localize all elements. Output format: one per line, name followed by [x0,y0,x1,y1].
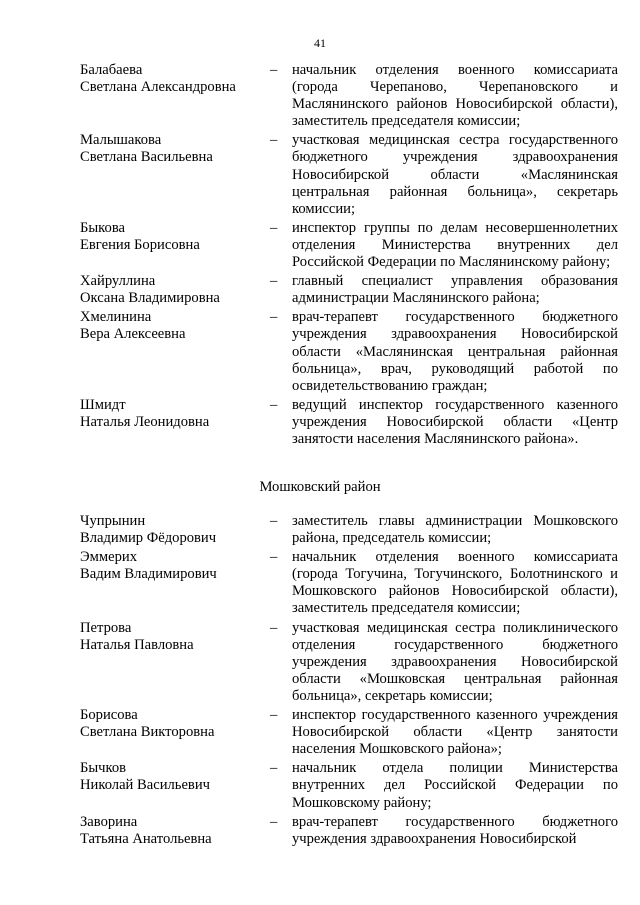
member-given-names: Николай Васильевич [80,777,210,794]
member-role: врач-терапевт государственного бюджетного учреждения здравоохранения Новосибирской [292,813,618,847]
member-surname: Шмидт [80,396,126,413]
dash-separator: – [270,62,278,78]
dash-separator: – [270,513,278,529]
member-surname: Бычков [80,760,127,777]
member-entry [80,273,620,307]
member-given-names: Светлана Викторовна [80,724,215,741]
member-given-names: Татьяна Анатольевна [80,830,212,847]
member-given-names: Наталья Павловна [80,636,194,653]
member-entry [80,309,620,394]
member-entry [80,397,620,448]
member-surname: Петрова [80,619,132,636]
member-role: инспектор государственного казенного учреждения Новосибирской области «Центр занятости населения Мошковского района»; [292,707,618,758]
member-role: заместитель главы администрации Мошковского района, председатель комиссии; [292,513,618,547]
member-entry [80,707,620,758]
member-entry [80,513,620,547]
dash-separator: – [270,219,278,236]
member-name [80,513,270,547]
member-entry [80,814,620,848]
member-entry [80,760,620,811]
member-name [80,620,270,705]
member-given-names: Оксана Владимировна [80,290,220,307]
member-entry [80,220,620,271]
members-list-maslyanino [80,62,620,450]
member-name [80,549,270,617]
member-given-names: Владимир Фёдорович [80,530,217,547]
member-role: начальник отделения военного комиссариата (города Тогучина, Тогучинского, Болотнинского и Мошковского районов Новосибирской области), заместитель председателя комиссии; [292,549,618,617]
member-name [80,309,270,394]
member-name [80,760,270,811]
member-name [80,814,270,848]
dash-separator: – [270,273,278,290]
member-given-names: Вадим Владимирович [80,566,217,583]
member-role: инспектор группы по делам несовершеннолетних отделения Министерства внутренних дел Российской Федерации по Маслянинскому району; [292,219,618,271]
member-entry [80,620,620,705]
member-name [80,132,270,217]
dash-separator: – [270,813,278,830]
dash-separator: – [270,549,278,566]
dash-separator: – [270,396,278,413]
member-role: ведущий инспектор государственного казенного учреждения Новосибирской области «Центр занятости населения Маслянинского района». [292,396,618,447]
member-surname: Хайруллина [80,273,156,290]
dash-separator: – [270,619,278,636]
member-name [80,397,270,448]
member-role: главный специалист управления образования администрации Маслянинского района; [292,273,618,307]
member-surname: Эммерих [80,549,137,566]
dash-separator: – [270,760,278,777]
member-role: начальник отдела полиции Министерства внутренних дел Российской Федерации по Мошковскому району; [292,760,618,811]
member-entry [80,62,620,130]
member-role: участковая медицинская сестра поликлинического отделения государственного бюджетного учреждения здравоохранения Новосибирской области «Мошковская центральная районная больница», секретарь комиссии; [292,619,618,704]
dash-separator: – [270,309,278,326]
members-list-moshkovo [80,513,620,850]
member-given-names: Светлана Александровна [80,79,236,96]
member-surname: Чупрынин [80,513,146,529]
member-given-names: Вера Алексеевна [80,326,186,343]
member-role: участковая медицинская сестра государственного бюджетного учреждения здравоохранения Новосибирской области «Маслянинская центральная районная больница», секретарь комиссии; [292,132,618,217]
member-surname: Балабаева [80,62,143,78]
page-number: 41 [314,36,326,50]
member-name [80,273,270,307]
member-surname: Малышакова [80,132,162,149]
member-role: врач-терапевт государственного бюджетного учреждения здравоохранения Новосибирской области «Маслянинская центральная районная больница», врач, руководящий работой по освидетельствованию граждан; [292,309,618,394]
member-name [80,62,270,130]
member-name [80,220,270,271]
member-name [80,707,270,758]
member-surname: Быкова [80,219,126,236]
member-given-names: Евгения Борисовна [80,236,200,253]
member-surname: Борисова [80,707,138,724]
member-surname: Заворина [80,813,138,830]
member-surname: Хмелинина [80,309,152,326]
member-role: начальник отделения военного комиссариата (города Черепаново, Черепановского и Маслянинского районов Новосибирской области), заместитель председателя комиссии; [292,62,618,130]
dash-separator: – [270,132,278,149]
dash-separator: – [270,707,278,724]
member-entry [80,132,620,217]
member-given-names: Светлана Васильевна [80,149,213,166]
member-entry [80,549,620,617]
member-given-names: Наталья Леонидовна [80,413,210,430]
district-heading: Мошковский район [259,479,381,495]
